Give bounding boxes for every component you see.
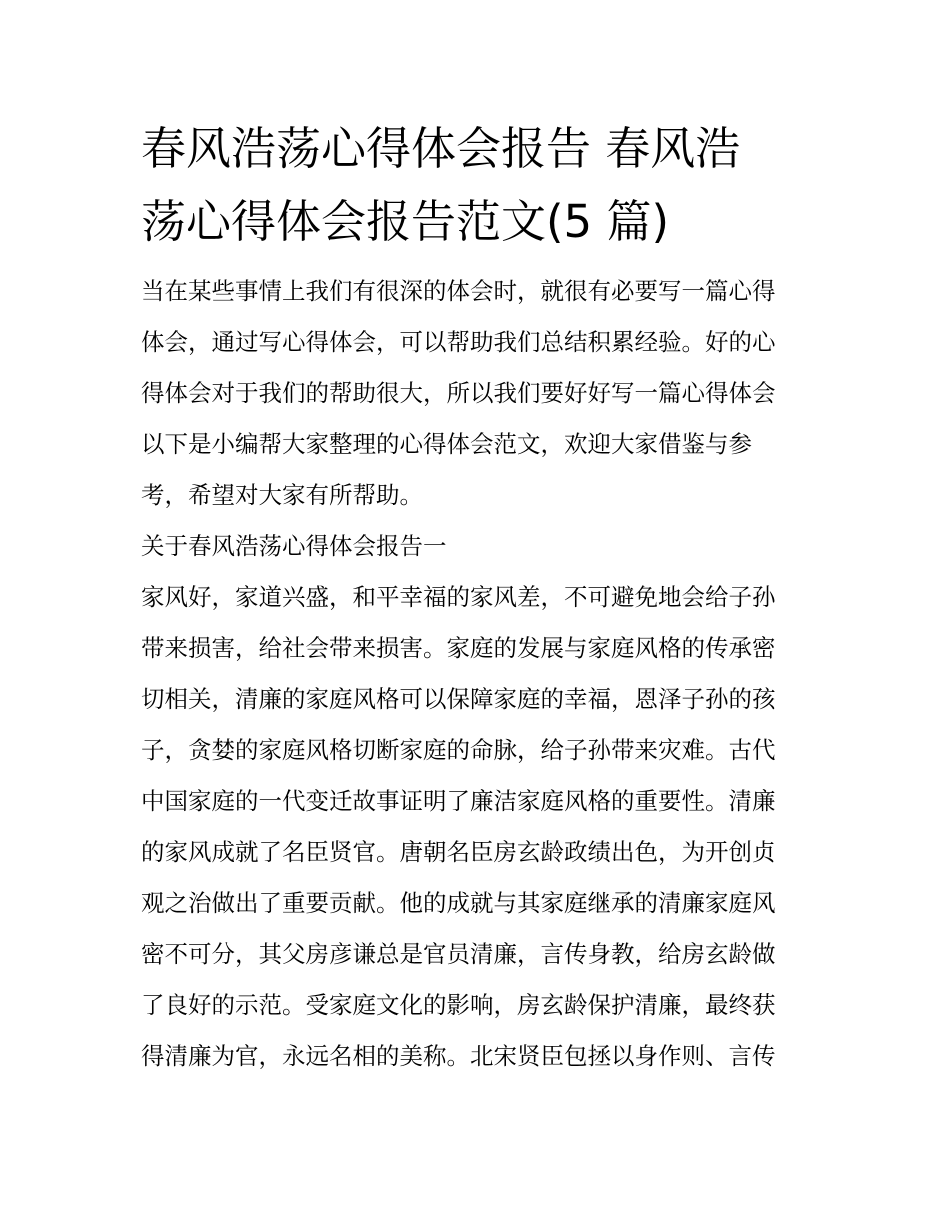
text-line: 的家风成就了名臣贤官。唐朝名臣房玄龄政绩出色，为开创贞 <box>141 838 776 866</box>
text-line: 家风好，家道兴盛，和平幸福的家风差，不可避免地会给子孙 <box>141 583 776 611</box>
text-line: 以下是小编帮大家整理的心得体会范文，欢迎大家借鉴与参 <box>141 430 752 458</box>
section-heading <box>141 521 813 572</box>
intro-paragraph <box>141 266 813 521</box>
text-line: 密不可分，其父房彦谦总是官员清廉，言传身教，给房玄龄做 <box>141 940 776 968</box>
text-line: 体会，通过写心得体会，可以帮助我们总结积累经验。好的心 <box>141 328 776 356</box>
title-line: 春风浩荡心得体会报告 春风浩 <box>141 122 741 175</box>
text-line: 子，贪婪的家庭风格切断家庭的命脉，给子孙带来灾难。古代 <box>141 736 776 764</box>
text-line: 得清廉为官，永远名相的美称。北宋贤臣包拯以身作则、言传 <box>141 1042 776 1070</box>
text-line: 得体会对于我们的帮助很大，所以我们要好好写一篇心得体会 <box>141 379 776 407</box>
text-line: 观之治做出了重要贡献。他的成就与其家庭继承的清廉家庭风 <box>141 889 776 917</box>
text-line: 了良好的示范。受家庭文化的影响，房玄龄保护清廉，最终获 <box>141 991 776 1019</box>
text-line: 当在某些事情上我们有很深的体会时，就很有必要写一篇心得 <box>141 277 776 305</box>
text-line: 中国家庭的一代变迁故事证明了廉洁家庭风格的重要性。清廉 <box>141 787 776 815</box>
text-line: 带来损害，给社会带来损害。家庭的发展与家庭风格的传承密 <box>141 634 776 662</box>
text-line: 切相关，清廉的家庭风格可以保障家庭的幸福，恩泽子孙的孩 <box>141 685 776 713</box>
body-paragraph <box>141 572 813 1082</box>
text-line: 考，希望对大家有所帮助。 <box>141 481 423 509</box>
section-heading-text: 关于春风浩荡心得体会报告一 <box>141 532 447 560</box>
document-content <box>141 112 813 1082</box>
document-title <box>141 112 813 258</box>
title-line: 荡心得体会报告范文(5 篇) <box>141 195 670 248</box>
